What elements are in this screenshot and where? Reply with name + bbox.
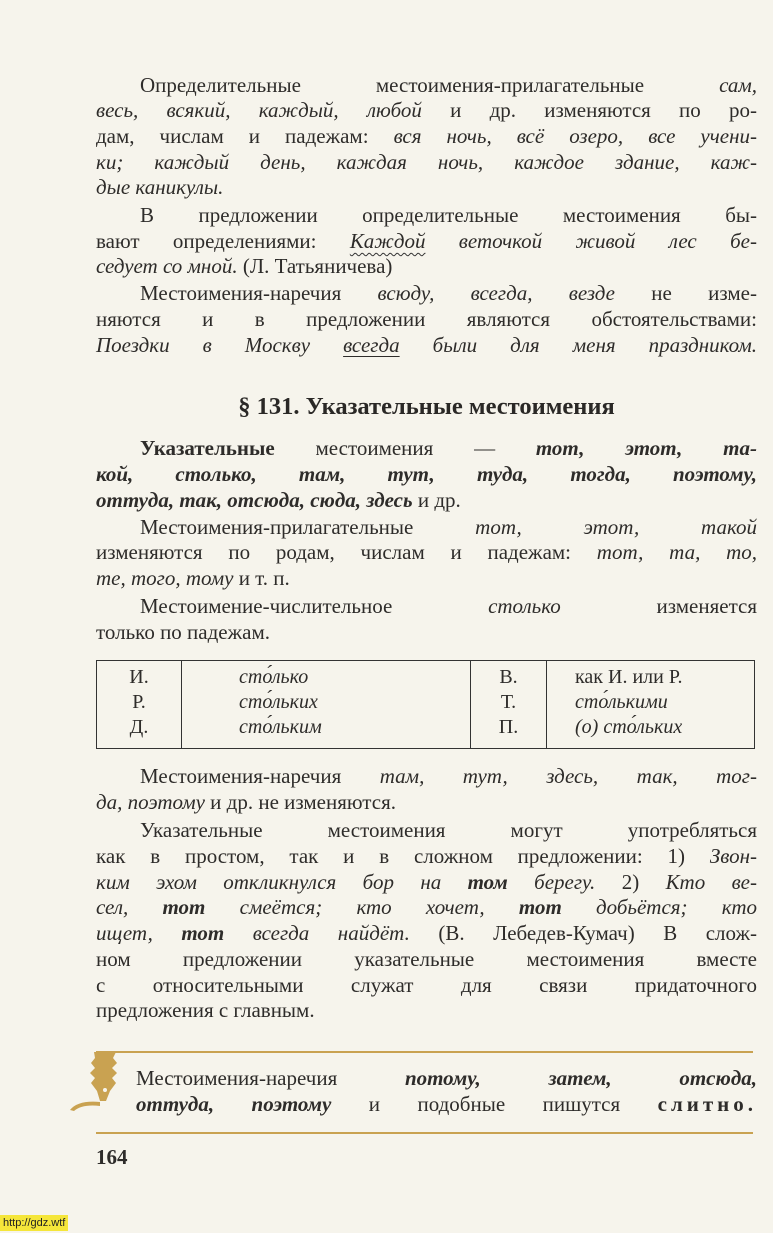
emphasized-text: Указательные [140,436,275,460]
text-segment: (Л. Татьяничева) [237,254,393,278]
case-form: сто́лькими [575,691,668,713]
emphasized-text: смеётся; кто хочет, [205,895,519,919]
text-segment: вают определениями: [96,229,350,253]
text-line [96,461,757,487]
emphasized-text: тот, та, то, [596,540,757,564]
emphasized-text: оттуда, поэтому [136,1092,332,1116]
emphasized-text: том [467,870,508,894]
page-number: 164 [96,1145,128,1169]
emphasized-text: те, того, тому [96,566,234,590]
text-segment: и др. не изменяются. [204,790,396,814]
text-line [96,539,757,565]
emphasized-text: Кто ве- [665,870,757,894]
forms-left [182,661,471,749]
text-segment: и др. [412,488,461,512]
text-line [96,123,757,149]
emphasized-text: тот, этот, та- [535,436,757,460]
emphasized-text: там, тут, здесь, так, тог- [379,764,757,788]
text-line [140,817,757,843]
text-segment: предложения с главным. [96,998,315,1022]
emphasized-text: потому, затем, отсюда, [404,1066,757,1090]
text-line [96,228,757,254]
emphasized-text: седует со мной. [96,254,238,278]
case-labels-left [97,661,182,749]
text-line [140,72,757,98]
text-line [96,332,757,358]
text-line [96,487,757,513]
case-form: (о) сто́льких [575,716,683,738]
text-segment: изменяется [560,594,757,618]
text-segment: Местоимения-наречия [140,764,380,788]
text-line [96,306,757,332]
emphasized-text: оттуда, так, отсюда, сюда, здесь [96,488,413,512]
text-line [96,174,757,200]
text-segment: как в простом, так и в сложном предложении: 1) [96,844,710,868]
emphasized-text: Поездки в Москву [96,333,344,357]
rule-box-bottom-border [96,1132,753,1134]
text-segment: только по падежам. [96,620,270,644]
text-segment: Определительные местоимения-прилагательные [140,73,720,97]
text-segment: (В. Лебедев-Кумач) В слож- [409,921,758,945]
forms-right [547,661,755,749]
case-labels-right [471,661,547,749]
emphasized-text: вся ночь, всё озеро, все учени- [393,124,757,148]
emphasized-text: берегу. [507,870,596,894]
case-label: В. [499,666,518,688]
text-segment: и т. п. [233,566,290,590]
rule-box-top-border [96,1051,753,1053]
text-line [96,97,757,123]
emphasized-text: ки; каждый день, каждая ночь, каждое здание, каж- [96,150,757,174]
rule-box-text-line [136,1091,757,1117]
text-segment: не изме- [615,281,757,305]
text-segment: 2) [595,870,666,894]
emphasized-text: Каждой [349,229,426,253]
text-segment: Местоимения-наречия [136,1066,405,1090]
text-segment: В предложении определительные местоимения бы- [140,203,757,227]
text-segment: Указательные местоимения могут употребляться [140,818,757,842]
emphasized-text: да, поэтому [96,790,205,814]
emphasized-text: сел, [96,895,163,919]
text-line [96,946,757,972]
text-segment: местоимения — [274,436,536,460]
case-label: Р. [132,691,146,713]
text-segment: няются и в предложении являются обстоятельствами: [96,307,757,331]
watermark-link[interactable]: http://gdz.wtf [0,1215,68,1231]
emphasized-text: весь, всякий, каждый, любой [96,98,422,122]
text-line [140,514,757,540]
text-segment: с относительными служат для связи придаточного [96,973,757,997]
text-segment: Местоимения-прилагательные [140,515,476,539]
emphasized-text: ким эхом откликнулся бор на [96,870,468,894]
text-segment: дам, числам и падежам: [96,124,394,148]
text-segment: и др. изменяются по ро- [421,98,757,122]
emphasized-text: тот [181,921,225,945]
text-segment: Местоимение-числительное [140,594,489,618]
case-label: П. [498,716,519,738]
emphasized-text: всюду, всегда, везде [377,281,616,305]
text-line [96,619,757,645]
text-line [96,843,757,869]
text-line [96,253,757,279]
emphasized-text: ищет, [96,921,182,945]
emphasized-text: были для меня праздником. [399,333,758,357]
case-form: как И. или Р. [575,666,683,688]
text-line [96,997,757,1023]
emphasized-text: сам, [719,73,757,97]
emphasized-text: всегда найдёт. [224,921,410,945]
case-label: И. [129,666,149,688]
quill-pen-icon [68,1050,128,1112]
emphasized-text: тот [518,895,562,919]
text-line [96,894,757,920]
text-line [140,435,757,461]
text-line [96,972,757,998]
emphasized-text: добьётся; кто [561,895,757,919]
case-form: сто́льким [239,716,322,738]
text-line [96,149,757,175]
rule-box-text-line [136,1065,757,1091]
text-segment: и подобные пишутся [331,1092,658,1116]
emphasized-text: веточкой живой лес бе- [425,229,757,253]
text-line [96,920,757,946]
case-form: сто́лько [239,666,309,688]
declension-table [96,660,755,749]
emphasized-text: дые каникулы. [96,175,224,199]
emphasized-text: тот [162,895,206,919]
text-line [96,565,757,591]
emphasized-text: кой, столько, там, тут, туда, тогда, поэтому, [96,462,757,486]
case-label: Д. [129,716,149,738]
text-line [96,789,757,815]
text-line [96,869,757,895]
text-line [140,280,757,306]
case-label: Т. [500,691,517,713]
text-line [140,202,757,228]
emphasized-text: слитно. [657,1092,757,1116]
emphasized-text: тот, этот, такой [475,515,757,539]
emphasized-text: Звон- [709,844,757,868]
text-segment: ном предложении указательные местоимения вместе [96,947,757,971]
text-line [140,593,757,619]
text-line [140,763,757,789]
text-segment: изменяются по родам, числам и падежам: [96,540,597,564]
section-title: § 131. Указательные местоимения [238,393,615,420]
case-form: сто́льких [239,691,318,713]
emphasized-text: столько [488,594,561,618]
text-segment: Местоимения-наречия [140,281,378,305]
emphasized-text: всегда [343,333,400,357]
